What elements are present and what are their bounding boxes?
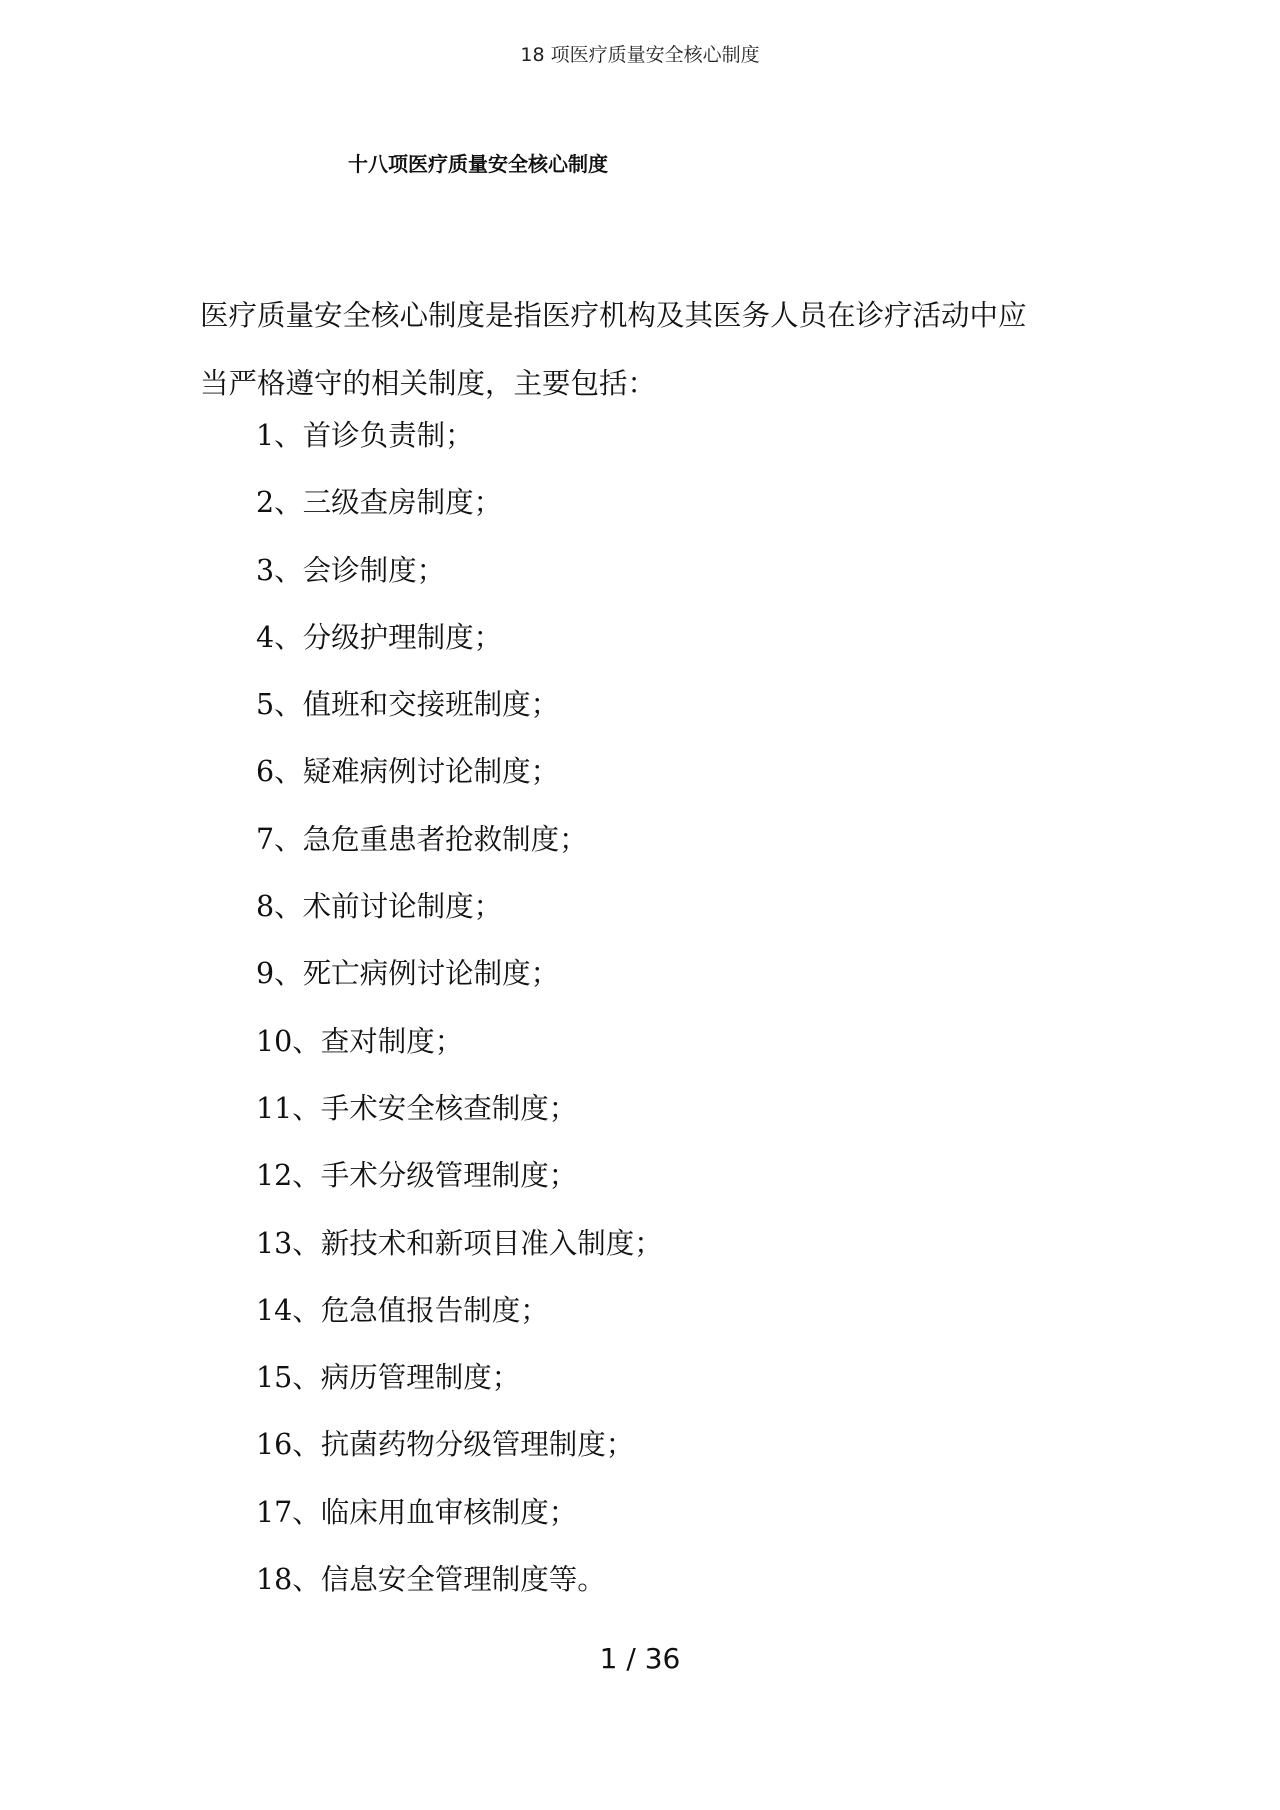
running-header: 18 项医疗质量安全核心制度 [520,44,760,66]
list-item: 8、术前讨论制度； [256,890,503,924]
intro-line: 医疗质量安全核心制度是指医疗机构及其医务人员在诊疗活动中应 [200,299,1027,332]
list-item: 2、三级查房制度； [256,486,503,520]
list-item: 6、疑难病例讨论制度； [256,755,560,789]
page-number: 1 / 36 [599,1642,681,1675]
document-title: 十八项医疗质量安全核心制度 [348,152,608,176]
list-item: 3、会诊制度； [256,553,446,587]
intro-paragraph [200,282,1100,418]
list-item: 13、新技术和新项目准入制度； [256,1226,663,1260]
list-item: 10、查对制度； [256,1024,464,1058]
list-item: 18、信息安全管理制度等。 [256,1563,606,1597]
list-item: 1、首诊负责制； [256,419,474,452]
list-item: 11、手术安全核查制度； [256,1091,578,1125]
list-item: 17、临床用血审核制度； [256,1495,578,1529]
list-item: 15、病历管理制度； [256,1361,521,1395]
list-item: 9、死亡病例讨论制度； [256,957,560,991]
list-item: 14、危急值报告制度； [256,1293,549,1327]
list-item: 12、手术分级管理制度； [256,1159,578,1193]
list-item: 7、急危重患者抢救制度； [256,822,588,856]
intro-line: 当严格遵守的相关制度，主要包括： [200,367,657,400]
list-item: 5、值班和交接班制度； [256,688,560,722]
core-system-list [256,414,663,1625]
list-item: 4、分级护理制度； [256,620,503,654]
list-item: 16、抗菌药物分级管理制度； [256,1428,635,1462]
